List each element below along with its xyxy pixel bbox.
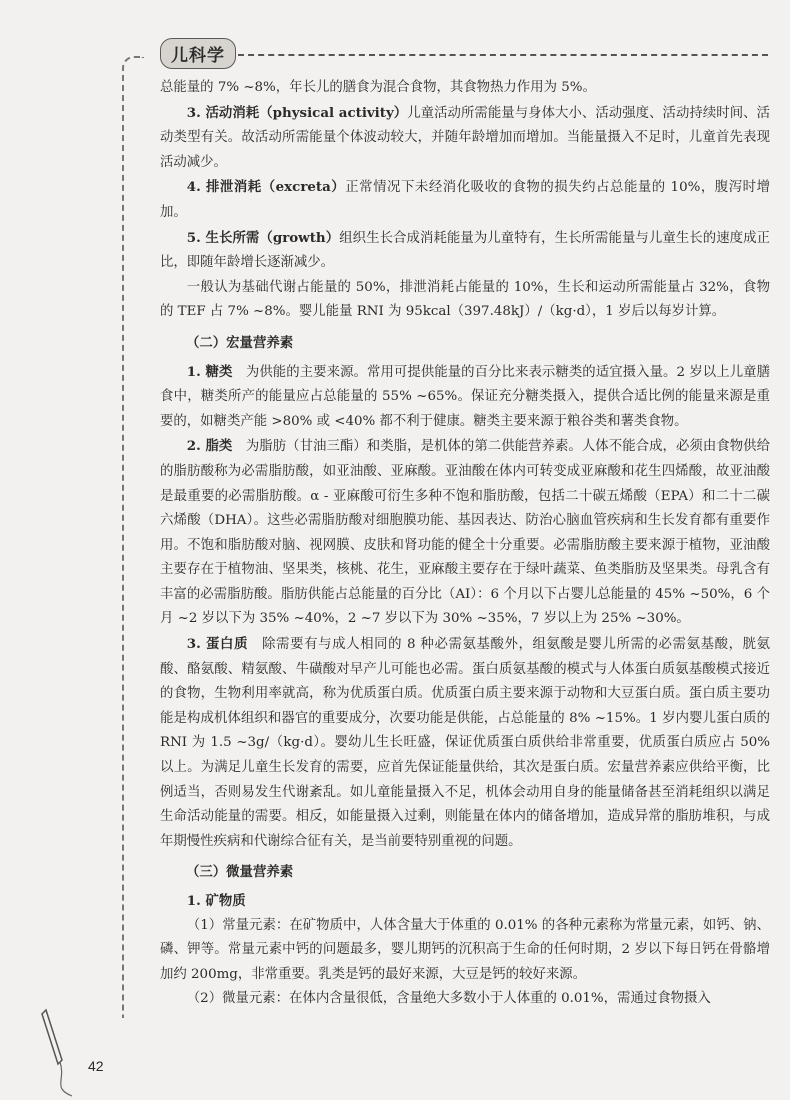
item-heading: 3. 蛋白质 xyxy=(186,636,249,653)
item-heading: 5. 生长所需（growth） xyxy=(186,229,340,246)
item-heading: 2. 脂类 xyxy=(186,438,233,455)
paragraph: 1. 糖类 为供能的主要来源。常用可提供能量的百分比来表示糖类的适宜摄入量。2 岁以上儿童膳食中，糖类所产的能量应占总能量的 55% ~65%。保证充分糖类摄入，提供合适比例的能量来源是重要的，如糖类产能 >80% 或 <40% 都不利于健康。糖类主要来源于粮谷类和薯类食物。 xyxy=(160,363,770,429)
item-heading: 1. 矿物质 xyxy=(186,893,246,909)
body-text xyxy=(160,76,770,1012)
paragraph: （1）常量元素：在矿物质中，人体含量大于体重的 0.01% 的各种元素称为常量元素，如钙、钠、磷、钾等。常量元素中钙的问题最多，婴儿期钙的沉积高于生命的任何时期，2 岁以下每日钙在骨骼增加约 200mg，非常重要。乳类是钙的最好来源，大豆是钙的较好来源。 xyxy=(160,917,770,982)
item-heading: 1. 糖类 xyxy=(186,363,233,380)
paragraph: 3. 蛋白质 除需要有与成人相同的 8 种必需氨基酸外，组氨酸是婴儿所需的必需氨基酸，胱氨酸、酪氨酸、精氨酸、牛磺酸对早产儿可能也必需。蛋白质氨基酸的模式与人体蛋白质氨基酸模式接近的食物，生物利用率就高，称为优质蛋白质。优质蛋白质主要来源于动物和大豆蛋白质。蛋白质主要功能是构成机体组织和器官的重要成分，次要功能是供能，占总能量的 8% ~15%。1 岁内婴儿蛋白质的 RNI 为 1.5 ~3g/（kg·d）。婴幼儿生长旺盛，保证优质蛋白质供给非常重要，优质蛋白质应占 50% 以上。为满足儿童生长发育的需要，应首先保证能量供给，其次是蛋白质。宏量营养素应供给平衡，比例适当，否则易发生代谢紊乱。如儿童能量摄入不足，机体会动用自身的能量储备甚至消耗组织以满足生命活动能量的需要。相反，如能量摄入过剩，则能量在体内的储备增加，造成异常的脂肪堆积，与成年期慢性疾病和代谢综合征有关，是当前要特别重视的问题。 xyxy=(160,636,770,849)
paragraph: 2. 脂类 为脂肪（甘油三酯）和类脂，是机体的第二供能营养素。人体不能合成，必须由食物供给的脂肪酸称为必需脂肪酸，如亚油酸、亚麻酸。亚油酸在体内可转变成亚麻酸和花生四烯酸，故亚油酸是最重要的必需脂肪酸。α - 亚麻酸可衍生多种不饱和脂肪酸，包括二十碳五烯酸（EPA）和二十二碳六烯酸（DHA）。这些必需脂肪酸对细胞膜功能、基因表达、防治心脑血管疾病和生长发育都有重要作用。不饱和脂肪酸对脑、视网膜、皮肤和肾功能的健全十分重要。必需脂肪酸主要来源于植物，亚油酸主要存在于植物油、坚果类，核桃、花生，亚麻酸主要存在于绿叶蔬菜、鱼类脂肪及坚果类。母乳含有丰富的必需脂肪酸。脂肪供能占总能量的百分比（AI）：6 个月以下占婴儿总能量的 45% ~50%，6 个月 ~2 岁以下为 35% ~40%，2 ~7 岁以下为 30% ~35%，7 岁以上为 25% ~30%。 xyxy=(160,438,770,627)
item-heading: 4. 排泄消耗（excreta） xyxy=(186,179,346,196)
pen-illustration-icon xyxy=(32,1000,92,1100)
header-rule xyxy=(238,54,768,56)
margin-decoration xyxy=(122,56,144,1018)
paragraph: 一般认为基础代谢占能量的 50%，排泄消耗占能量的 10%，生长和运动所需能量占 32%，食物的 TEF 占 7% ~8%。婴儿能量 RNI 为 95kcal（397.48kJ）/（kg·d），1 岁后以每岁计算。 xyxy=(160,279,770,320)
page-number: 42 xyxy=(88,1058,104,1074)
paragraph: 5. 生长所需（growth）组织生长合成消耗能量为儿童特有，生长所需能量与儿童生长的速度成正比，即随年龄增长逐渐减少。 xyxy=(160,229,770,271)
section-heading: （三）微量营养素 xyxy=(186,864,294,881)
paragraph: 3. 活动消耗（physical activity）儿童活动所需能量与身体大小、活动强度、活动持续时间、活动类型有关。故活动所需能量个体波动较大，并随年龄增加而增加。当能量摄入不足时，儿童首先表现活动减少。 xyxy=(160,104,770,170)
paragraph: 总能量的 7% ~8%，年长儿的膳食为混合食物，其食物热力作用为 5%。 xyxy=(160,80,596,95)
paragraph: 4. 排泄消耗（excreta）正常情况下未经消化吸收的食物的损失约占总能量的 10%，腹泻时增加。 xyxy=(160,179,770,220)
item-heading: 3. 活动消耗（physical activity） xyxy=(186,104,408,121)
running-header: 儿科学 xyxy=(160,38,236,69)
section-heading: （二）宏量营养素 xyxy=(186,334,294,351)
paragraph: （2）微量元素：在体内含量很低，含量绝大多数小于人体重的 0.01%，需通过食物摄入 xyxy=(186,991,711,1007)
